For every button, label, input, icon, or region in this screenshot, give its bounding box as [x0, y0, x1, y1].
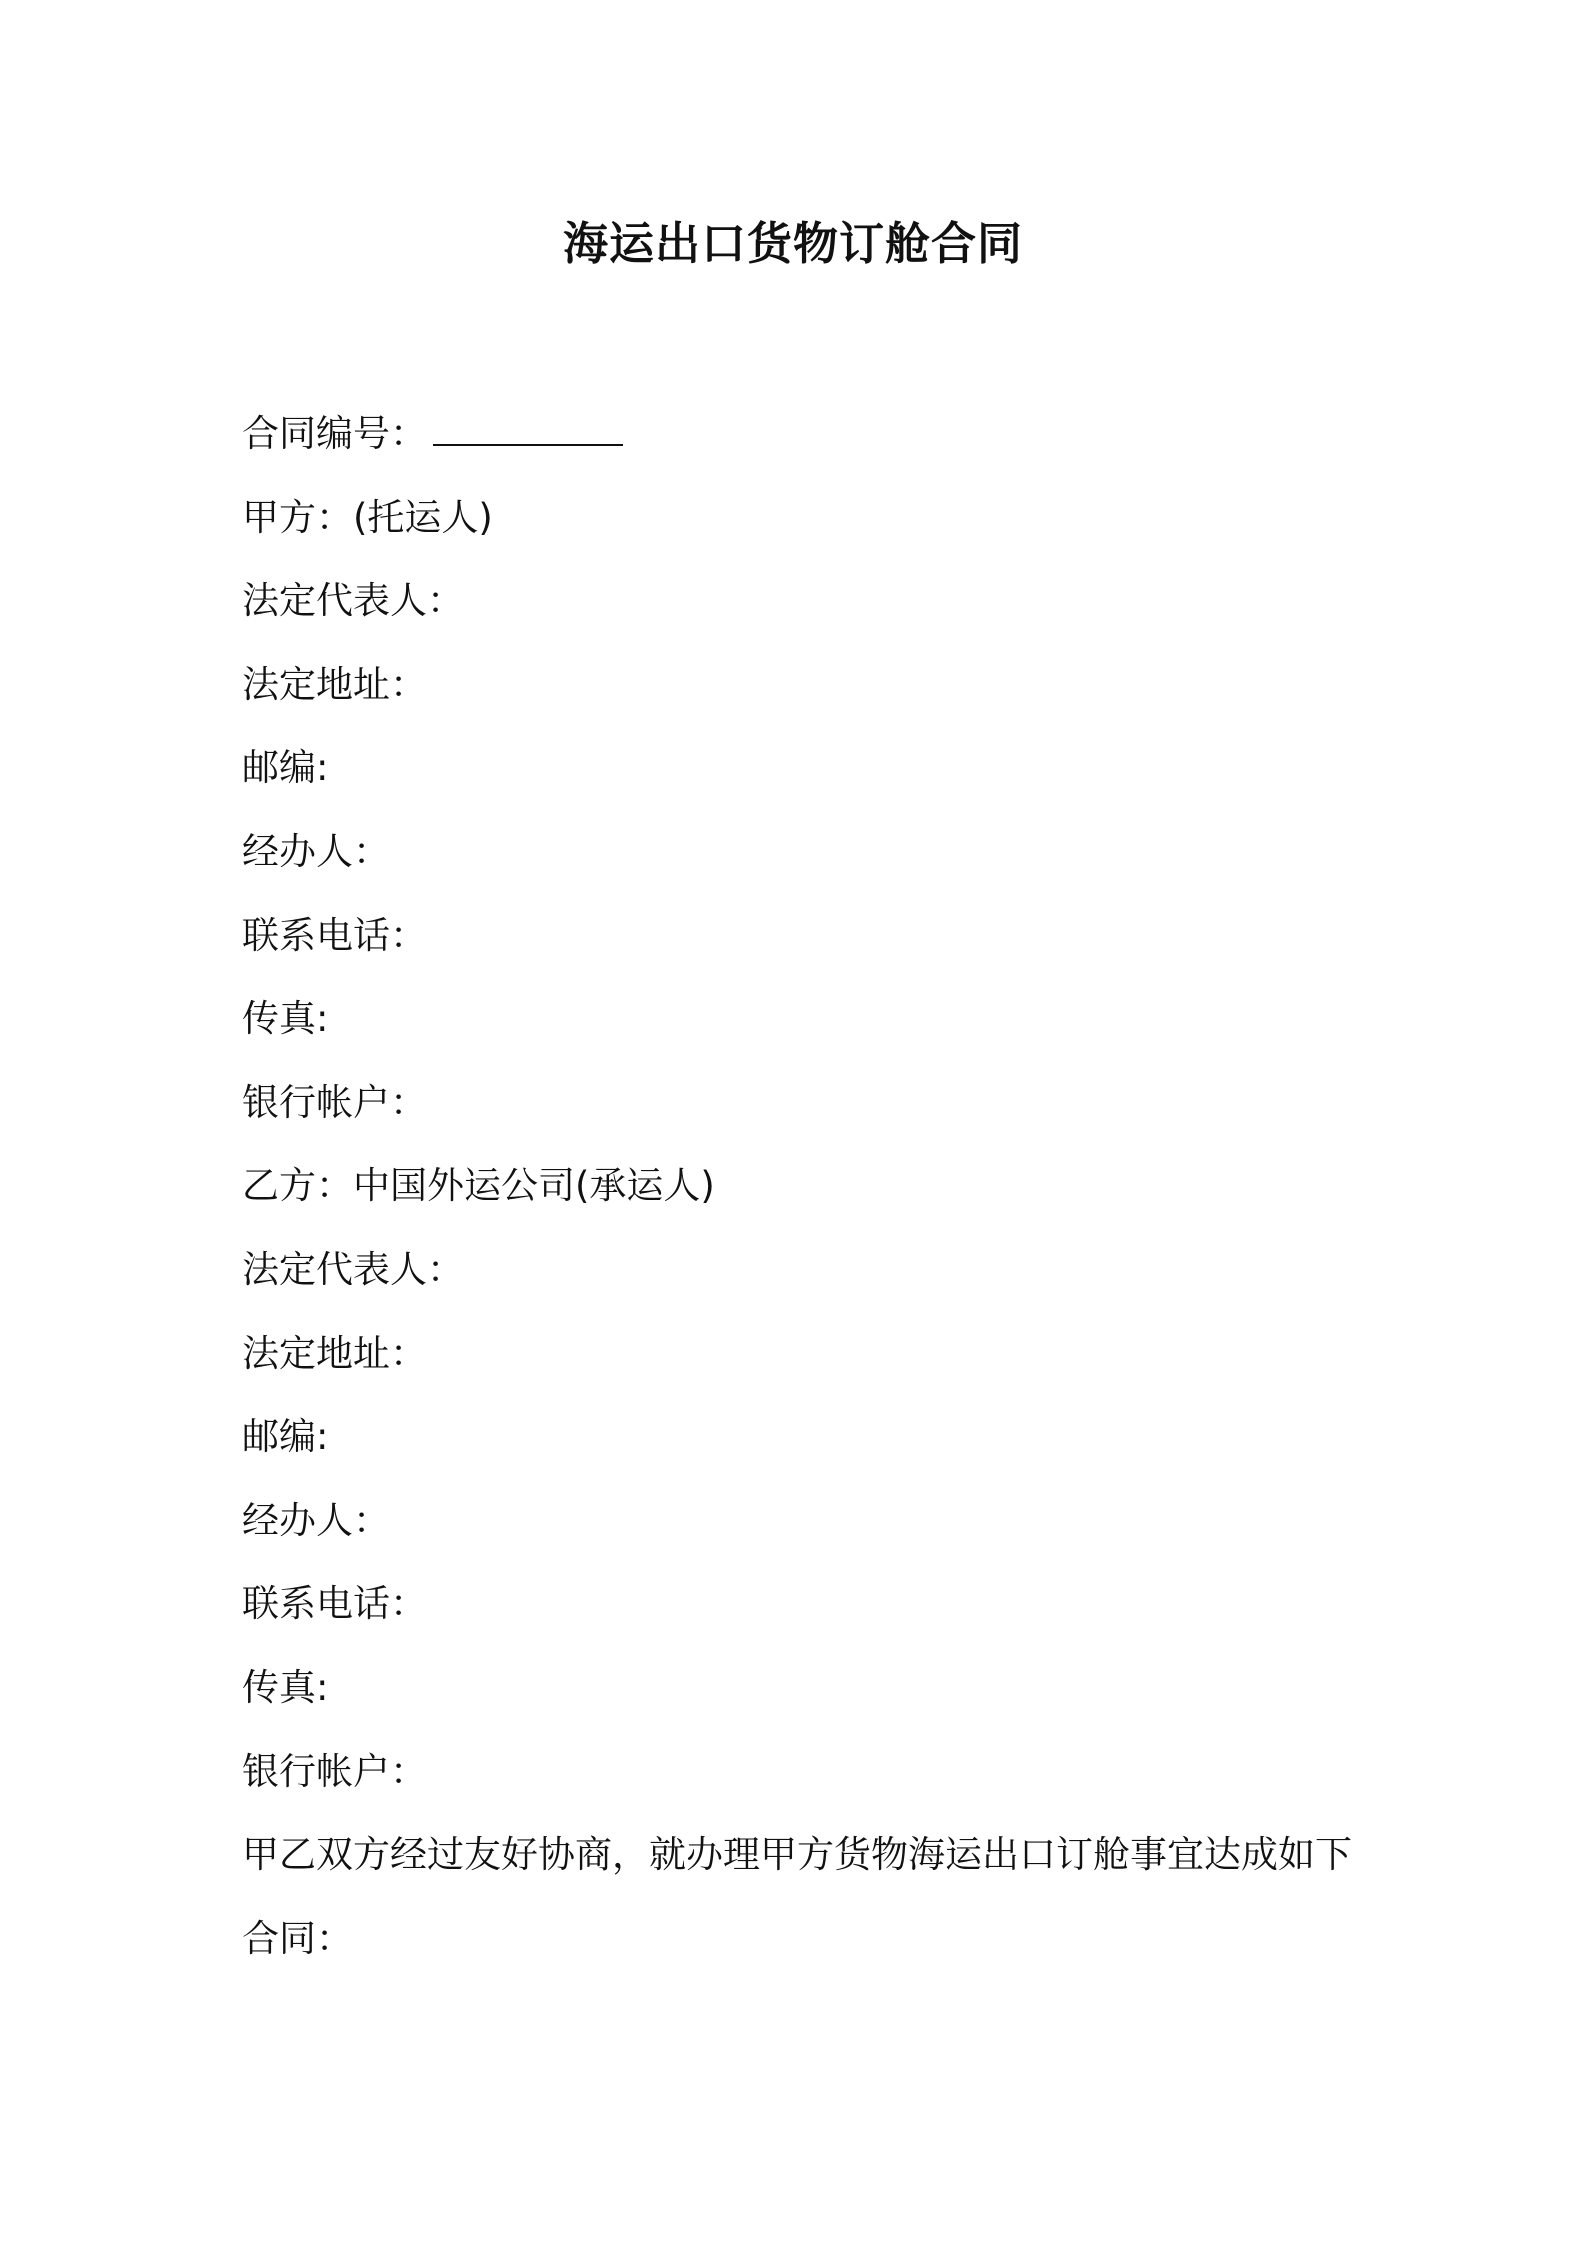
contract-number-label: 合同编号：	[242, 412, 427, 455]
party-a-postcode: 邮编:	[242, 746, 329, 790]
contract-number-blank	[433, 412, 623, 446]
party-b-postcode: 邮编:	[242, 1415, 329, 1459]
party-b-phone: 联系电话：	[242, 1582, 427, 1626]
preamble-line-1: 甲乙双方经过友好协商，就办理甲方货物海运出口订舱事宜达成如下	[242, 1833, 1352, 1877]
party-a-legal-address: 法定地址：	[242, 662, 427, 706]
party-a-fax: 传真:	[242, 997, 329, 1041]
party-b-bank-account: 银行帐户：	[242, 1749, 427, 1793]
party-a-phone: 联系电话：	[242, 913, 427, 957]
party-b-legal-address: 法定地址：	[242, 1331, 427, 1375]
party-a-bank-account: 银行帐户：	[242, 1080, 427, 1124]
contract-header-fields	[242, 408, 1362, 1996]
preamble-line-2: 合同：	[242, 1916, 353, 1960]
party-a-legal-rep: 法定代表人：	[242, 579, 464, 623]
party-a-heading: 甲方：(托运人)	[242, 495, 493, 539]
party-b-legal-rep: 法定代表人：	[242, 1247, 464, 1291]
party-b-handler: 经办人：	[242, 1498, 390, 1542]
party-b-heading: 乙方：中国外运公司(承运人)	[242, 1164, 715, 1208]
party-a-handler: 经办人：	[242, 829, 390, 873]
party-b-fax: 传真:	[242, 1665, 329, 1709]
contract-number-line	[242, 408, 1362, 492]
document-title: 海运出口货物订舱合同	[562, 217, 1023, 270]
